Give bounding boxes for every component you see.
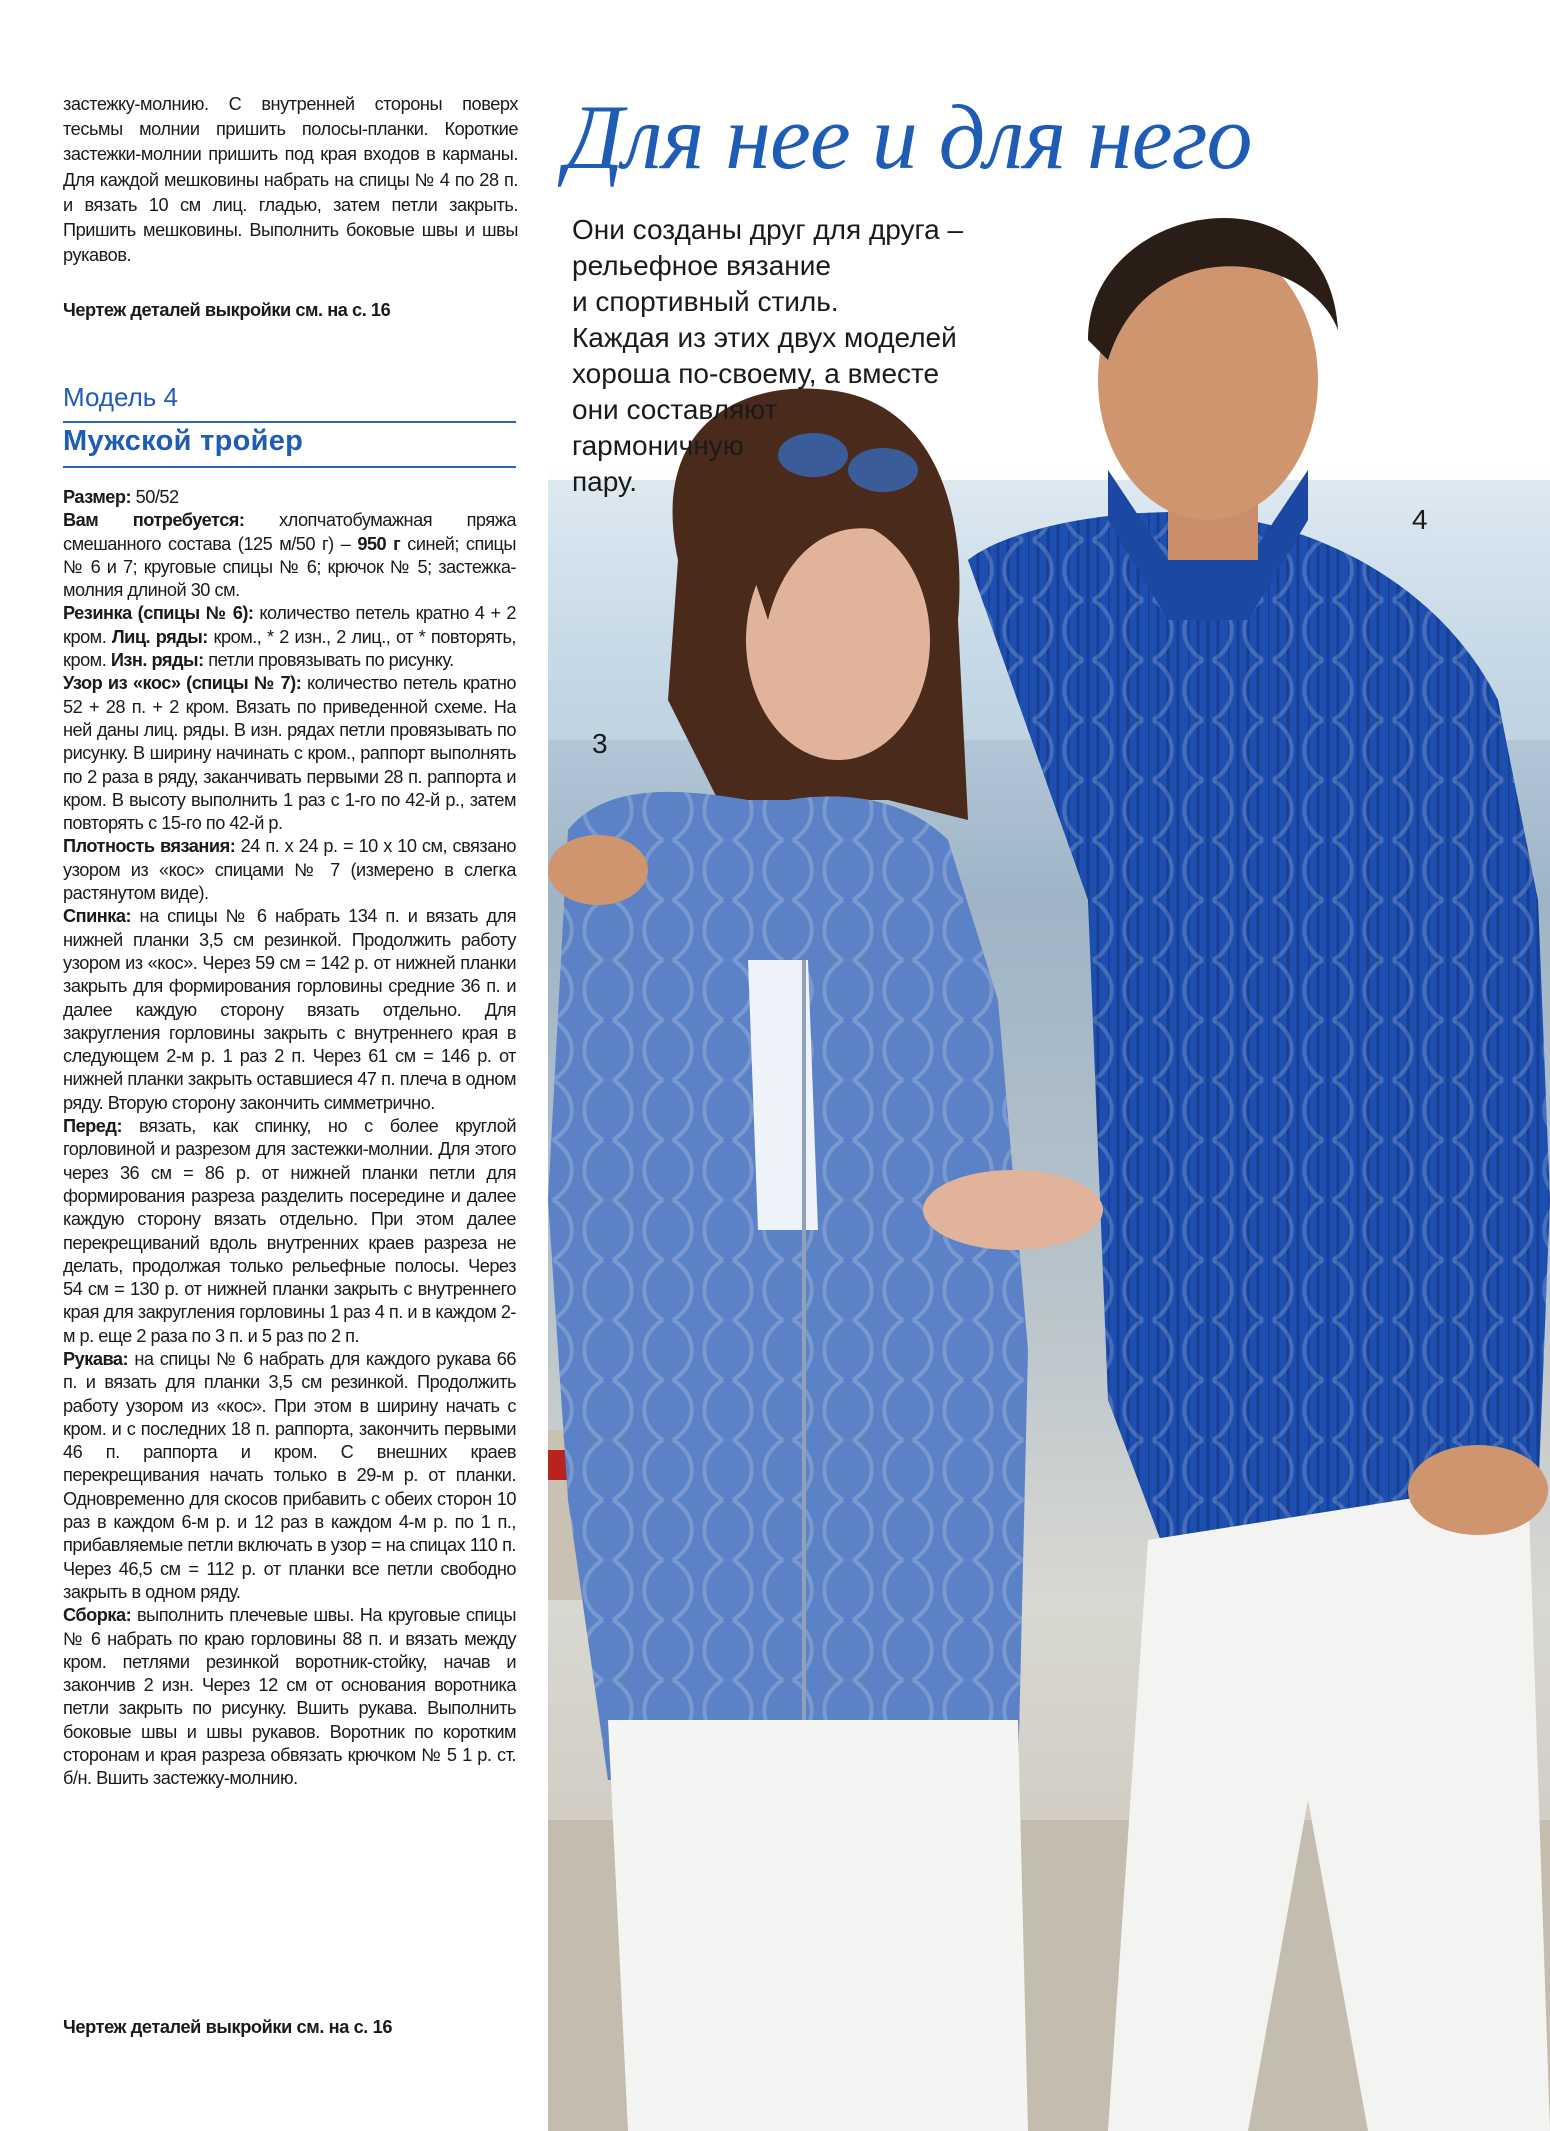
instruction-rib: Резинка (спицы № 6): количество петель кратно 4 + 2 кром. Лиц. ряды: кром., * 2 изн., 2 лиц., от * повторять, кром. Изн. ряды: петли провязывать по рисунку.: [63, 603, 516, 671]
intro-line: хороша по-своему, а вместе: [572, 358, 940, 389]
intro-text: [572, 212, 1032, 500]
model-title: Мужской тройер: [63, 425, 304, 457]
instruction-front: Перед: вязать, как спинку, но с более круглой горловиной и разрезом для застежки-молнии. Для этого через 36 см = 86 р. от нижней планки петли для формирования разреза разделить посередине и далее каждую сторону вязать отдельно. При этом далее перекрещиваний вдоль внутренних краев разреза не делать, продолжая только рельефные полосы. Через 54 см = 130 р. от нижней планки закрыть с внутреннего края для закругления горловины 1 раз 4 п. и в каждом 2-м р. еще 2 раза по 3 п. и 5 раз по 2 п.: [63, 1116, 516, 1346]
instructions-block: [63, 486, 516, 1791]
intro-line: и спортивный стиль.: [572, 286, 839, 317]
divider: [63, 466, 516, 468]
model-label: Модель 4: [63, 382, 179, 412]
intro-line: гармоничную: [572, 430, 744, 461]
instruction-cable-pattern: Узор из «кос» (спицы № 7): количество петель кратно 52 + 28 п. + 2 кром. Вязать по приведенной схеме. На ней даны лиц. ряды. В изн. рядах петли провязывать по рисунку. В ширину начинать с кром., раппорт выполнять по 2 раза в ряду, заканчивать первыми 28 п. раппорта и кром. В высоту выполнить 1 раз с 1-го по 42-й р., затем повторять с 15-го по 42-й р.: [63, 673, 516, 834]
instruction-gauge: Плотность вязания: 24 п. х 24 р. = 10 х 10 см, связано узором из «кос» спицами № 7 (измерено в слегка растянутом виде).: [63, 836, 516, 904]
instruction-assembly: Сборка: выполнить плечевые швы. На круговые спицы № 6 набрать по краю горловины 88 п. и вязать между кром. петлями резинкой воротник-стойку, начав и закончив 2 изн. Через 12 см от основания воротника петли закрыть по рисунку. Вшить рукава. Выполнить боковые швы и швы рукавов. Воротник по коротким сторонам и края разреза обвязать крючком № 5 1 р. ст. б/н. Вшить застежку-молнию.: [63, 1605, 516, 1789]
intro-line: они составляют: [572, 394, 778, 425]
intro-line: Они созданы друг для друга –: [572, 214, 964, 245]
top-paragraph: застежку-молнию. С внутренней стороны поверх тесьмы молнии пришить полосы-планки. Короткие застежки-молнии пришить под края входов в карманы. Для каждой мешковины набрать на спицы № 4 по 28 п. и вязать 10 см лиц. гладью, затем петли закрыть. Пришить мешковины. Выполнить боковые швы и швы рукавов.: [63, 94, 518, 266]
instruction-sleeves: Рукава: на спицы № 6 набрать для каждого рукава 66 п. и вязать для планки 3,5 см резинкой. Продолжить работу узором из «кос». При этом в ширину начать с кром. и с последних 18 п. раппорта, закончить первыми 46 п. раппорта и кром. С внешних краев перекрещивания начать только в 29-м р. от планки. Одновременно для скосов прибавить с обеих сторон 10 раз в каждом 6-м р. и 12 раз в каждом 4-м р. по 1 п., прибавляемые петли включать в узор = на спицах 110 п. Через 46,5 см = 112 р. от планки все петли свободно закрыть в одном ряду.: [63, 1348, 516, 1602]
intro-line: Каждая из этих двух моделей: [572, 322, 957, 353]
pattern-ref-top: Чертеж деталей выкройки см. на с. 16: [63, 300, 391, 321]
model-number-man: 4: [1412, 504, 1428, 535]
pattern-ref-bottom: Чертеж деталей выкройки см. на с. 16: [63, 2017, 393, 2037]
instruction-size: Размер: 50/52: [63, 487, 179, 507]
headline: Для нее и для него: [565, 86, 1252, 188]
instruction-back: Спинка: на спицы № 6 набрать 134 п. и вязать для нижней планки 3,5 см резинкой. Продолжить работу узором из «кос». Через 59 см = 142 р. от нижней планки закрыть для формирования горловины средние 36 п. и далее каждую сторону вязать отдельно. Для закругления горловины закрыть с внутреннего края в следующем 2-м р. 1 раз 2 п. Через 61 см = 146 р. от нижней планки закрыть оставшиеся 47 п. плеча в одном ряду. Вторую сторону закончить симметрично.: [63, 906, 516, 1113]
intro-line: рельефное вязание: [572, 250, 831, 281]
instruction-materials: Вам потребуется: хлопчатобумажная пряжа смешанного состава (125 м/50 г) – 950 г синей; спицы № 6 и 7; круговые спицы № 6; крючок № 5; застежка-молния длиной 30 см.: [63, 510, 516, 601]
model-number-woman: 3: [592, 728, 608, 759]
divider: [63, 421, 516, 423]
top-text-block: [63, 92, 518, 324]
intro-line: пару.: [572, 466, 637, 497]
